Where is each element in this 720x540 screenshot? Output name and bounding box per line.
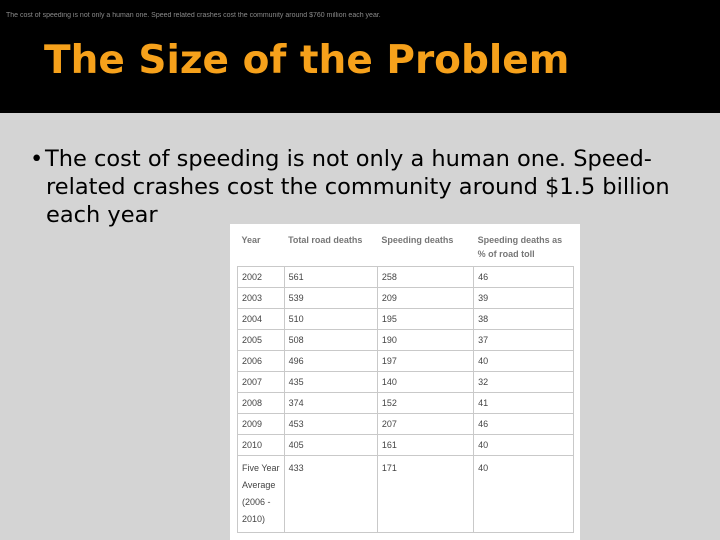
bullet-icon: • — [30, 146, 44, 172]
cell-speeding-deaths: 140 — [377, 372, 473, 393]
table-row — [238, 267, 574, 288]
cell-speeding-deaths: 171 — [377, 456, 473, 533]
slide-header — [0, 0, 720, 113]
cell-total-deaths: 435 — [284, 372, 377, 393]
cell-total-deaths: 374 — [284, 393, 377, 414]
table-row — [238, 330, 574, 351]
cell-total-deaths: 405 — [284, 435, 377, 456]
cell-speeding-percent: 40 — [474, 435, 574, 456]
cell-speeding-deaths: 258 — [377, 267, 473, 288]
cell-year: 2009 — [238, 414, 285, 435]
table-row-average — [238, 456, 574, 533]
cell-speeding-percent: 41 — [474, 393, 574, 414]
table-row — [238, 372, 574, 393]
cell-year: 2008 — [238, 393, 285, 414]
cell-speeding-deaths: 190 — [377, 330, 473, 351]
road-deaths-table — [237, 227, 574, 533]
cell-year: 2006 — [238, 351, 285, 372]
cell-speeding-percent: 46 — [474, 414, 574, 435]
cell-year: 2004 — [238, 309, 285, 330]
cell-total-deaths: 496 — [284, 351, 377, 372]
cell-speeding-deaths: 195 — [377, 309, 473, 330]
cell-speeding-percent: 39 — [474, 288, 574, 309]
cell-speeding-deaths: 152 — [377, 393, 473, 414]
table-row — [238, 309, 574, 330]
column-header-total-deaths: Total road deaths — [288, 235, 363, 245]
cell-year: 2007 — [238, 372, 285, 393]
column-header-speeding-deaths: Speeding deaths — [381, 235, 454, 245]
cell-year: 2010 — [238, 435, 285, 456]
cell-total-deaths: 453 — [284, 414, 377, 435]
header-note: The cost of speeding is not only a human one. Speed related crashes cost the community around $760 million each year. — [6, 12, 381, 19]
cell-speeding-percent: 32 — [474, 372, 574, 393]
table-header-row — [238, 227, 574, 267]
table-row — [238, 414, 574, 435]
cell-total-deaths: 561 — [284, 267, 377, 288]
bullet-text: The cost of speeding is not only a human one. Speed-related crashes cost the community around $1.5 billion each year — [45, 146, 670, 228]
cell-speeding-percent: 40 — [474, 351, 574, 372]
cell-total-deaths: 508 — [284, 330, 377, 351]
slide-title: The Size of the Problem — [44, 38, 570, 83]
table-row — [238, 288, 574, 309]
cell-year: 2005 — [238, 330, 285, 351]
cell-speeding-deaths: 209 — [377, 288, 473, 309]
cell-speeding-deaths: 207 — [377, 414, 473, 435]
cell-year: 2002 — [238, 267, 285, 288]
cell-year: 2003 — [238, 288, 285, 309]
cell-year: Five Year Average (2006 - 2010) — [238, 456, 285, 533]
bullet-point — [30, 145, 700, 229]
column-header-speeding-percent: Speeding deaths as % of road toll — [477, 235, 563, 259]
cell-speeding-percent: 40 — [474, 456, 574, 533]
cell-speeding-percent: 37 — [474, 330, 574, 351]
table-row — [238, 351, 574, 372]
table-row — [238, 435, 574, 456]
cell-total-deaths: 539 — [284, 288, 377, 309]
cell-total-deaths: 510 — [284, 309, 377, 330]
cell-total-deaths: 433 — [284, 456, 377, 533]
cell-speeding-percent: 46 — [474, 267, 574, 288]
road-deaths-table-image — [230, 224, 580, 540]
cell-speeding-percent: 38 — [474, 309, 574, 330]
table-row — [238, 393, 574, 414]
cell-speeding-deaths: 197 — [377, 351, 473, 372]
cell-speeding-deaths: 161 — [377, 435, 473, 456]
column-header-year: Year — [241, 235, 261, 245]
